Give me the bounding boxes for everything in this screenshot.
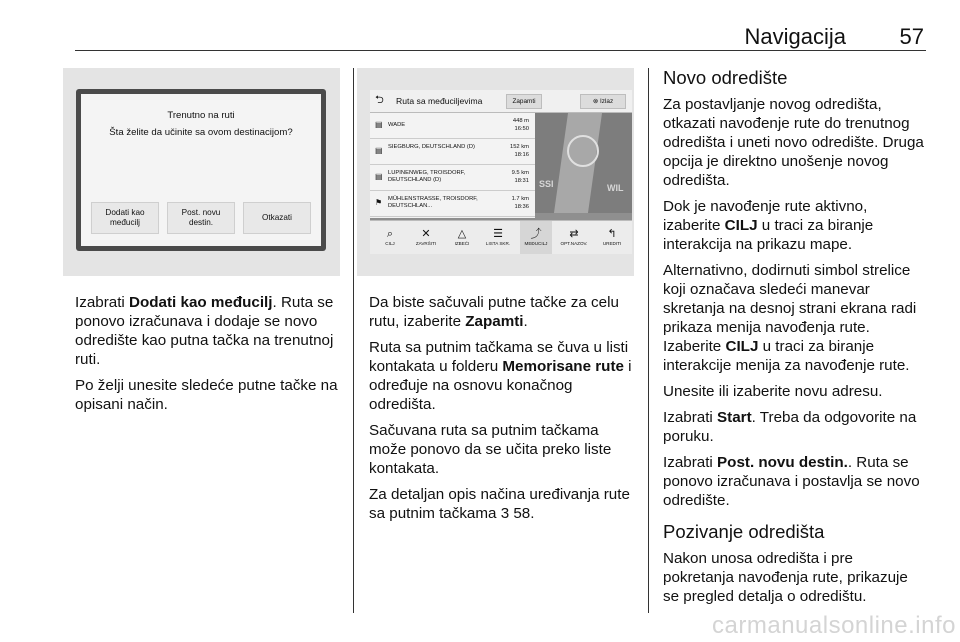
avoid-icon: △	[457, 228, 467, 240]
paragraph: Po želji unesite sledeće putne tačke na opisani način.	[75, 377, 338, 413]
menu-term: CILJ	[725, 338, 759, 355]
route-title: Ruta sa međuciljevima	[396, 96, 483, 106]
edit-button[interactable]: ↰ UREDITI	[596, 221, 628, 254]
page-reference[interactable]: 3 58.	[500, 505, 535, 522]
section-heading: Novo odredište	[663, 67, 788, 88]
back-arrow-icon[interactable]: ⮌	[375, 94, 384, 106]
menu-term: Memorisane rute	[502, 358, 624, 375]
avoid-button[interactable]: △ IZBEĆI	[446, 221, 478, 254]
column-3	[663, 66, 928, 613]
section-heading: Pozivanje odredišta	[663, 521, 825, 542]
edit-icon: ↰	[607, 228, 617, 240]
column-2	[369, 293, 639, 530]
menu-term: CILJ	[724, 217, 758, 234]
waypoint-route-icon: ⤴	[530, 228, 542, 240]
interaction-selector-bar	[370, 220, 632, 254]
paragraph: Dok je navođenje rute aktivno, izaberite CILJ u traci za biranje interakcija na prikazu mape.	[663, 198, 874, 253]
end-route-icon: ✕	[421, 228, 431, 240]
exit-button[interactable]: ⊗ Izlaz	[580, 94, 626, 109]
list-icon: ☰	[493, 228, 503, 240]
destination-button[interactable]: ⌕ CILJ	[374, 221, 406, 254]
paragraph: Izabrati Dodati kao međucilj. Ruta se ponovo izračunava i dodaje se novo odredište kao putna tačka na trenutnoj ruti.	[75, 294, 334, 368]
nav-top-bar	[370, 90, 632, 113]
cancel-button[interactable]: Otkazati	[243, 202, 311, 234]
position-marker	[567, 135, 599, 167]
paragraph: Za postavljanje novog odredišta, otkazati navođenje rute do trenutnog odredišta i uneti novo odredište. Druga opcija je direktno unošenje novog odredišta.	[663, 96, 924, 189]
paragraph: Ruta sa putnim tačkama se čuva u listi kontakata u folderu Memorisane rute i određuje na osnovu konačnog odredišta.	[369, 339, 632, 413]
map-view[interactable]	[535, 113, 632, 213]
chapter-title: Navigacija	[744, 24, 846, 49]
list-item[interactable]	[370, 191, 535, 217]
column-divider	[648, 68, 649, 613]
waypoint-name: SIEGBURG, DEUTSCHLAND (D)	[388, 144, 475, 150]
paragraph: Alternativno, dodirnuti simbol strelice koji označava sledeći manevar skretanja na desnoj strani ekrana radi prikaza menija navođenja rute. Izaberite CILJ u traci za biranje interakcije menija za navođenje rute.	[663, 262, 917, 374]
map-label: SSI	[539, 179, 554, 189]
paragraph: Sačuvana ruta sa putnim tačkama može ponovo da se učita preko liste kontakata.	[369, 422, 612, 477]
menu-term: Dodati kao međucilj	[129, 294, 273, 311]
paragraph: Izabrati Start. Treba da odgovorite na poruku.	[663, 409, 917, 445]
dialog-title: Trenutno na ruti	[167, 110, 235, 121]
figure-destination-dialog	[63, 68, 340, 276]
waypoint-list	[370, 113, 535, 218]
list-item[interactable]	[370, 113, 535, 139]
menu-term: Post. novu destin.	[717, 454, 848, 471]
page-header	[75, 0, 926, 51]
figure-route-waypoints	[357, 68, 634, 276]
add-waypoint-button[interactable]: Dodati kao međucilj	[91, 202, 159, 234]
paragraph: Za detaljan opis načina uređivanja rute sa putnim tačkama 3 58.	[369, 486, 630, 522]
paragraph: Unesite ili izaberite novu adresu.	[663, 383, 883, 400]
map-label: WIL	[607, 183, 624, 193]
column-1	[75, 293, 345, 421]
save-button[interactable]: Zapamti	[506, 94, 542, 109]
waypoint-distance: 1.7 km 18:36	[511, 196, 529, 210]
exit-icon: ⊗	[592, 98, 600, 105]
list-item[interactable]	[370, 139, 535, 165]
waypoint-distance: 448 m 16:50	[512, 118, 529, 132]
new-destination-button[interactable]: Post. novu destin.	[167, 202, 235, 234]
turn-list-button[interactable]: ☰ LISTA SKR.	[482, 221, 514, 254]
waypoint-icon: ▤	[375, 120, 383, 129]
end-guidance-button[interactable]: ✕ ZAVRŠITI	[410, 221, 442, 254]
page-number: 57	[899, 24, 924, 49]
options-icon: ⇄	[569, 228, 579, 240]
display-screen	[76, 89, 326, 251]
waypoint-name: LUPINENWEG, TROISDORF, DEUTSCHLAND (D)	[388, 170, 466, 183]
paragraph: Da biste sačuvali putne tačke za celu rutu, izaberite Zapamti.	[369, 294, 619, 330]
watermark: carmanualsonline.info	[712, 612, 956, 639]
waypoint-icon: ▤	[375, 172, 383, 181]
paragraph: Izabrati Post. novu destin.. Ruta se ponovo izračunava i postavlja se novo odredište.	[663, 454, 920, 509]
menu-term: Start	[717, 409, 752, 426]
display-screen	[370, 90, 632, 254]
waypoint-distance: 152 km 18:16	[509, 144, 529, 158]
waypoint-distance: 9.5 km 18:31	[511, 170, 529, 184]
column-divider	[353, 68, 354, 613]
list-item[interactable]	[370, 165, 535, 191]
flag-icon: ⚑	[375, 198, 383, 207]
waypoint-name: WADE	[388, 122, 406, 128]
search-icon: ⌕	[386, 228, 394, 240]
waypoint-icon: ▤	[375, 146, 383, 155]
menu-term: Zapamti	[465, 313, 524, 330]
dialog-question: Šta želite da učinite sa ovom destinacijom?	[109, 127, 293, 138]
destination-dialog	[81, 94, 321, 246]
waypoint-button[interactable]: ⤴ MEĐUCILJ	[520, 221, 552, 254]
route-options-button[interactable]: ⇄ OPT.NAZOV.	[558, 221, 590, 254]
paragraph: Nakon unosa odredišta i pre pokretanja navođenja rute, prikazuje se pregled detalja o odredištu.	[663, 550, 908, 605]
waypoint-name: MÜHLENSTRASSE, TROISDORF, DEUTSCHLAN...	[388, 196, 478, 209]
